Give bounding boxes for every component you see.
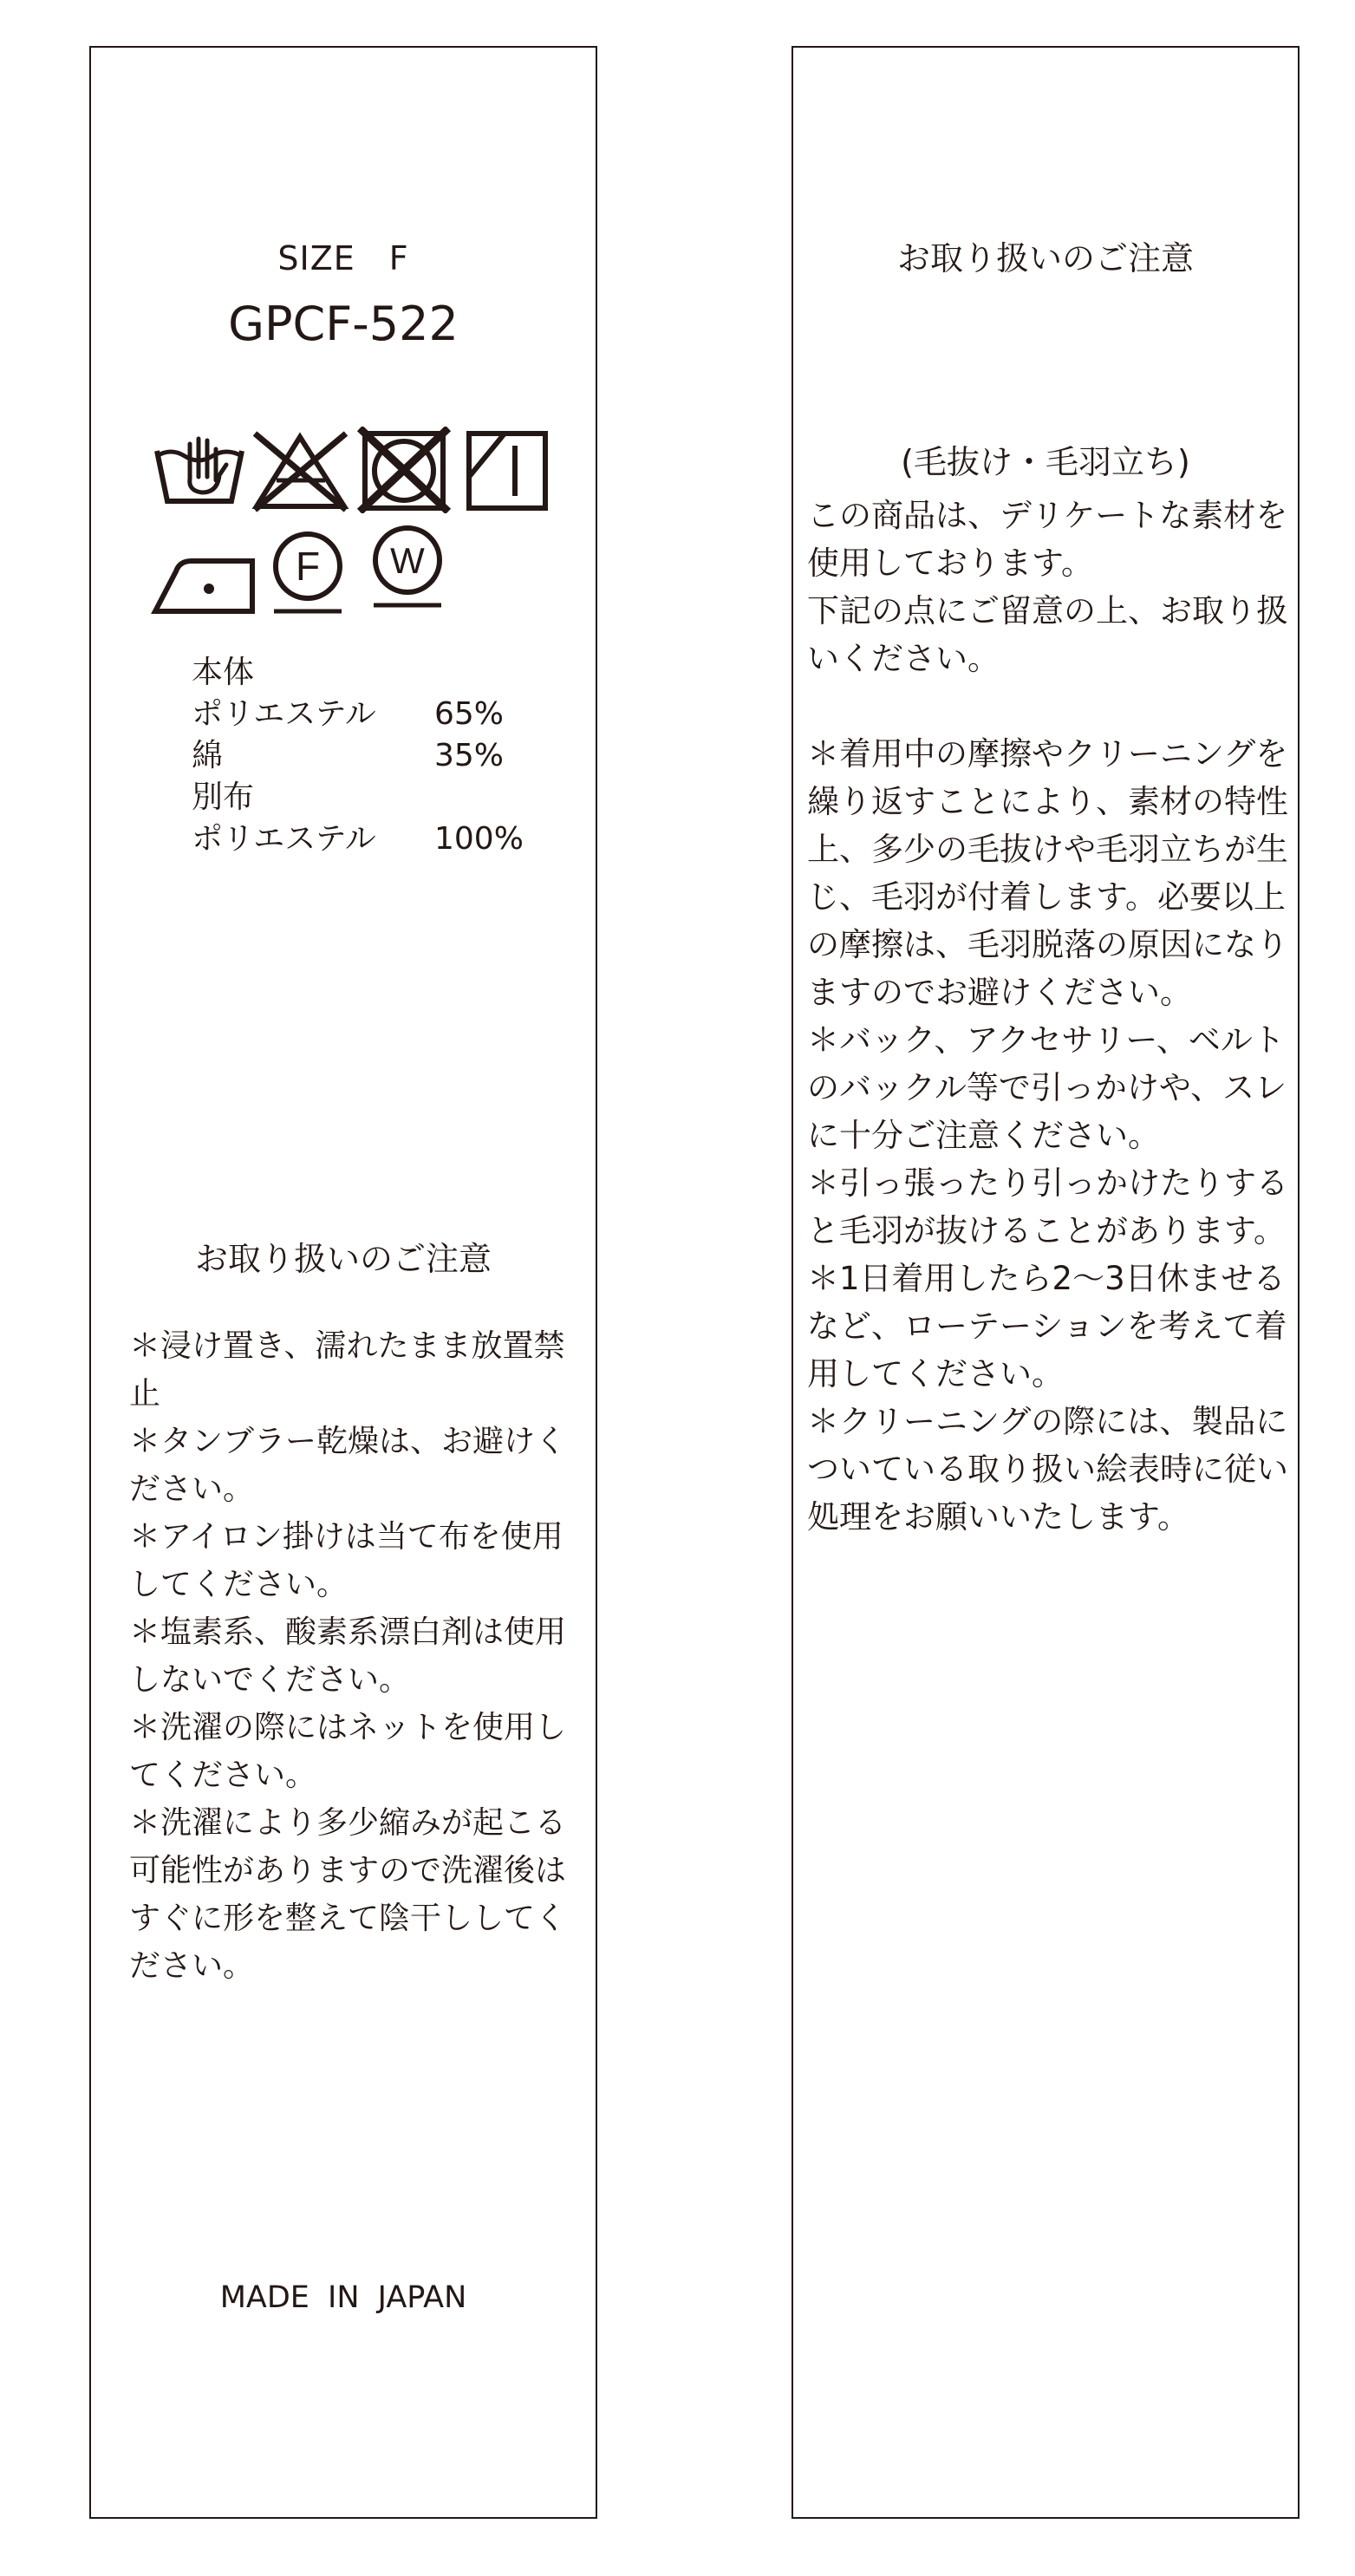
svg-text:F: F [295,544,321,589]
composition-row [192,818,524,860]
caution-subtitle: (毛抜け・毛羽立ち) [901,443,1190,481]
no-bleach-icon [251,427,350,513]
caution-list [129,1322,580,1990]
caution-item: ＊着用中の摩擦やクリーニングを繰り返すことにより、素材の特性上、多少の毛抜けや毛羽立ちが生じ、毛羽が付着します。必要以上の摩擦は、毛羽脱落の原因になりますのでお避けください。 [807,735,1288,1011]
low-iron-icon [150,538,258,616]
caution-item: ＊洗濯により多少縮みが起こる可能性がありますので洗濯後はすぐに形を整えて陰干ししてください。 [129,1805,567,1984]
caution-item: ＊1日着用したら2～3日休ませるなど、ローテーションを考えて着用してください。 [807,1260,1287,1392]
caution-item: ＊塩素系、酸素系漂白剤は使用しないでください。 [129,1614,567,1698]
caution-title: お取り扱いのご注意 [896,239,1194,277]
composition-row [192,694,524,735]
no-tumble-dry-icon [356,427,452,513]
composition-percent: 35% [434,738,505,773]
caution-item: ＊アイロン掛けは当て布を使用してください。 [129,1519,563,1602]
wet-clean-w-icon [368,524,446,610]
size-text: SIZE F [277,239,409,277]
composition-material: 綿 [192,738,224,773]
hand-wash-icon [152,427,247,513]
composition-percent: 100% [434,821,524,857]
composition-material: ポリエステル [192,696,376,732]
composition-material: ポリエステル [192,821,376,857]
composition-sub-heading: 別布 [192,779,255,815]
country-of-origin: MADE IN JAPAN [219,2280,467,2315]
caution-item: ＊タンブラー乾燥は、お避けください。 [129,1424,567,1507]
care-label-right [792,46,1300,2519]
caution-item: ＊引っ張ったり引っかけたりすると毛羽が抜けることがあります。 [807,1164,1288,1249]
caution-item: ＊洗濯の際にはネットを使用してください。 [129,1710,567,1793]
caution-item: ＊クリーニングの際には、製品についている取り扱い絵表時に従い処理をお願いいたします。 [807,1403,1288,1536]
line-dry-shade-icon [465,427,551,513]
caution-item: ＊バック、アクセサリー、ベルトのバックル等で引っかけや、スレに十分ご注意ください。 [807,1021,1287,1154]
caution-item: ＊浸け置き、濡れたまま放置禁止 [129,1328,565,1412]
intro-paragraph: この商品は、デリケートな素材を使用しております。 [807,497,1288,582]
caution-title: お取り扱いのご注意 [194,1240,492,1278]
fabric-composition [192,652,524,860]
dry-clean-f-icon [269,530,347,616]
caution-body [807,492,1293,1541]
paragraph-spacer [807,682,1293,730]
composition-percent: 65% [434,696,505,732]
svg-text:W: W [390,540,425,581]
model-number: GPCF-522 [228,297,459,351]
composition-row [192,735,524,777]
intro-paragraph: 下記の点にご留意の上、お取り扱いください。 [807,592,1288,677]
composition-main-heading: 本体 [192,655,255,690]
care-label-left [89,46,597,2519]
